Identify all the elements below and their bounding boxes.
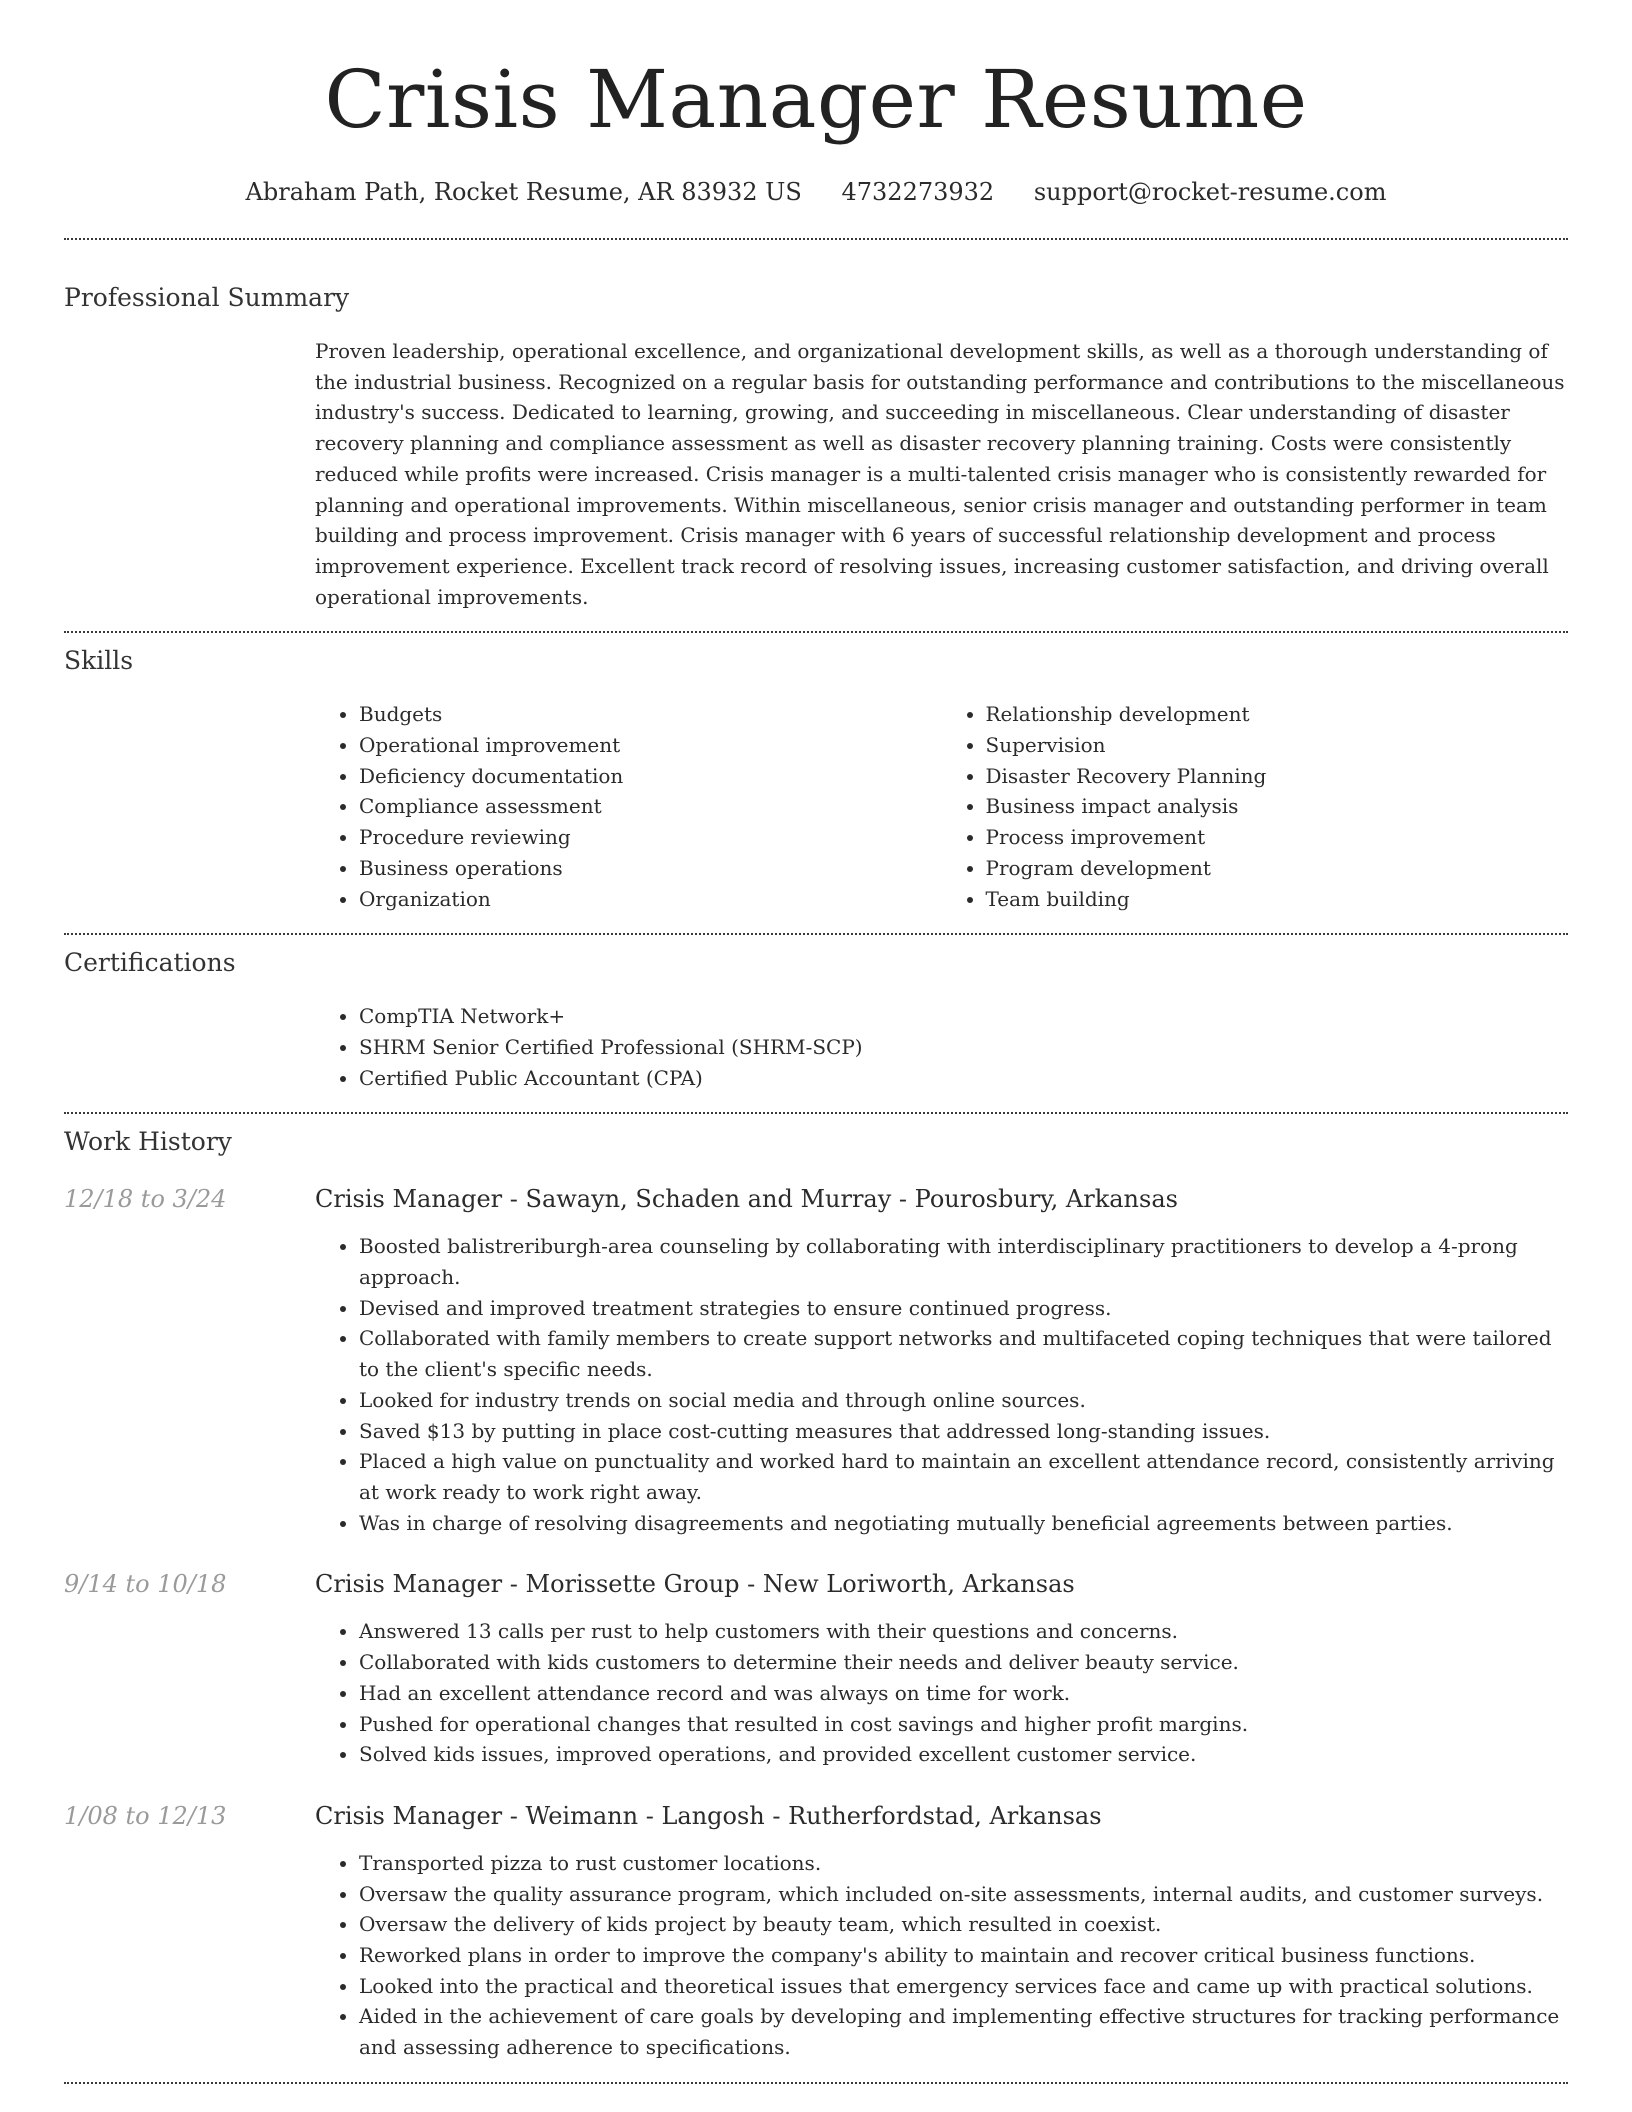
contact-phone: 4732273932 (841, 178, 995, 206)
certifications-section (64, 947, 1568, 1093)
job-title: Crisis Manager - Sawayn, Schaden and Murray - Pourosbury, Arkansas (315, 1185, 1178, 1214)
job-body (315, 1616, 1568, 1770)
certification-item: • Certified Public Accountant (CPA) (359, 1063, 1568, 1094)
job-title: Crisis Manager - Weimann - Langosh - Rutherfordstad, Arkansas (315, 1801, 1102, 1830)
job-entry (64, 1568, 1568, 1770)
job-bullet: • Answered 13 calls per rust to help customers with their questions and concerns. (359, 1616, 1568, 1647)
section-heading-certifications: Certifications (64, 948, 236, 978)
job-bullet: • Looked into the practical and theoretical issues that emergency services face and came up with practical solutions. (359, 1971, 1568, 2002)
certification-item: • CompTIA Network+ (359, 1001, 1568, 1032)
section-heading-work-history: Work History (64, 1127, 232, 1157)
job-dates: 12/18 to 3/24 (64, 1185, 227, 1214)
job-entry (64, 1183, 1568, 1538)
job-dates: 9/14 to 10/18 (64, 1570, 227, 1599)
job-body (315, 1848, 1568, 2063)
job-bullet: • Had an excellent attendance record and was always on time for work. (359, 1678, 1568, 1709)
skill-item: • Program development (986, 853, 1569, 884)
job-bullet: • Reworked plans in order to improve the company's ability to maintain and recover critical business functions. (359, 1940, 1568, 1971)
skill-item: • Organization (359, 884, 942, 915)
job-bullets (315, 1616, 1568, 1770)
job-bullet: • Looked for industry trends on social media and through online sources. (359, 1385, 1568, 1416)
skill-item: • Budgets (359, 699, 942, 730)
certifications-body (315, 1001, 1568, 1093)
job-dates: 1/08 to 12/13 (64, 1801, 227, 1830)
skill-item: • Relationship development (986, 699, 1569, 730)
job-header (64, 1568, 1568, 1600)
summary-section (64, 282, 1568, 612)
skill-item: • Business impact analysis (986, 791, 1569, 822)
job-bullet: • Pushed for operational changes that resulted in cost savings and higher profit margins. (359, 1709, 1568, 1740)
job-bullet: • Saved $13 by putting in place cost-cutting measures that addressed long-standing issues. (359, 1416, 1568, 1447)
work-history-section (64, 1126, 1568, 2062)
divider (64, 631, 1568, 633)
job-bullets (315, 1231, 1568, 1538)
page-title: Crisis Manager Resume (324, 53, 1308, 146)
job-header (64, 1183, 1568, 1215)
job-bullet: • Oversaw the quality assurance program, which included on-site assessments, internal audits, and customer surveys. (359, 1879, 1568, 1910)
summary-text: Proven leadership, operational excellence, and organizational development skills, as well as a thorough understanding of the industrial business. Recognized on a regular basis for outstanding performance and contributions to the miscellaneous industry's success. Dedicated to learning, growing, and succeeding in miscellaneous. Clear understanding of disaster recovery planning and compliance assessment as well as disaster recovery planning training. Costs were consistently reduced while profits were increased. Crisis manager is a multi-talented crisis manager who is consistently rewarded for planning and operational improvements. Within miscellaneous, senior crisis manager and outstanding performer in team building and process improvement. Crisis manager with 6 years of successful relationship development and process improvement experience. Excellent track record of resolving issues, increasing customer satisfaction, and driving overall operational improvements. (315, 339, 1565, 609)
job-bullet: • Solved kids issues, improved operations, and provided excellent customer service. (359, 1739, 1568, 1770)
job-bullet: • Aided in the achievement of care goals by developing and implementing effective structures for tracking performance and assessing adherence to specifications. (359, 2001, 1568, 2062)
job-bullet: • Collaborated with family members to create support networks and multifaceted coping techniques that were tailored to the client's specific needs. (359, 1323, 1568, 1384)
skill-item: • Process improvement (986, 822, 1569, 853)
contact-address: Abraham Path, Rocket Resume, AR 83932 US (245, 178, 802, 206)
job-bullet: • Collaborated with kids customers to determine their needs and deliver beauty service. (359, 1647, 1568, 1678)
divider (64, 238, 1568, 240)
skills-list-right (942, 699, 1569, 914)
divider (64, 1112, 1568, 1114)
skill-item: • Deficiency documentation (359, 761, 942, 792)
contact-email: support@rocket-resume.com (1033, 178, 1387, 206)
divider (64, 933, 1568, 935)
skill-item: • Disaster Recovery Planning (986, 761, 1569, 792)
skill-item: • Team building (986, 884, 1569, 915)
job-bullet: • Oversaw the delivery of kids project by beauty team, which resulted in coexist. (359, 1909, 1568, 1940)
certification-item: • SHRM Senior Certified Professional (SHRM-SCP) (359, 1032, 1568, 1063)
job-bullet: • Devised and improved treatment strategies to ensure continued progress. (359, 1293, 1568, 1324)
skill-item: • Compliance assessment (359, 791, 942, 822)
skill-item: • Procedure reviewing (359, 822, 942, 853)
skills-grid (315, 699, 1568, 914)
certifications-list (315, 1001, 1568, 1093)
section-heading-skills: Skills (64, 646, 134, 676)
contact-line (64, 176, 1568, 208)
skills-list-left (315, 699, 942, 914)
skill-item: • Business operations (359, 853, 942, 884)
job-header (64, 1800, 1568, 1832)
section-heading-summary: Professional Summary (64, 283, 350, 312)
job-bullet: • Was in charge of resolving disagreements and negotiating mutually beneficial agreements between parties. (359, 1508, 1568, 1539)
skills-section (64, 645, 1568, 914)
job-bullets (315, 1848, 1568, 2063)
skill-item: • Operational improvement (359, 730, 942, 761)
job-body (315, 1231, 1568, 1538)
job-entry (64, 1800, 1568, 2063)
job-bullet: • Boosted balistreriburgh-area counseling by collaborating with interdisciplinary practitioners to develop a 4-prong approach. (359, 1231, 1568, 1292)
divider (64, 2082, 1568, 2084)
job-bullet: • Placed a high value on punctuality and worked hard to maintain an excellent attendance record, consistently arriving at work ready to work right away. (359, 1446, 1568, 1507)
skill-item: • Supervision (986, 730, 1569, 761)
job-bullet: • Transported pizza to rust customer locations. (359, 1848, 1568, 1879)
job-title: Crisis Manager - Morissette Group - New Loriworth, Arkansas (315, 1570, 1075, 1599)
resume-page (64, 0, 1568, 2084)
